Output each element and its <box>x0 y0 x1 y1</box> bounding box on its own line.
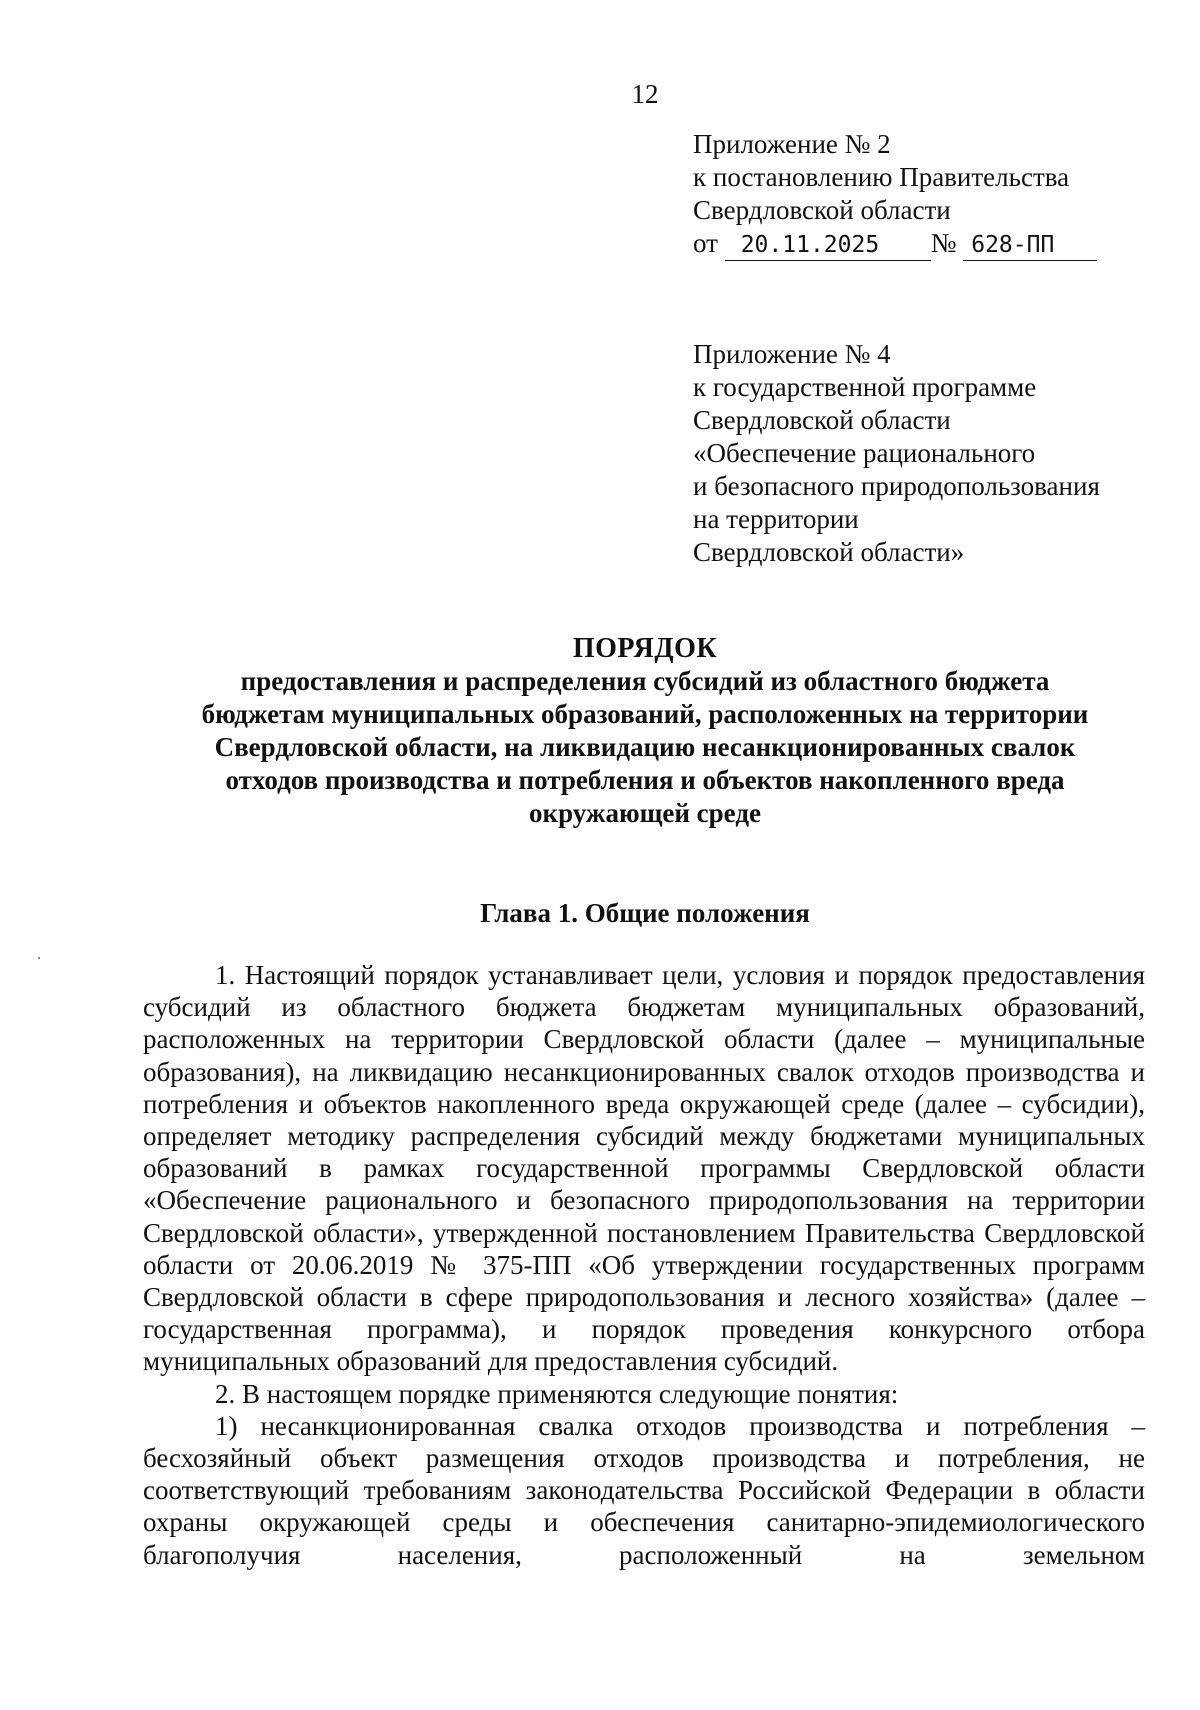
appendix-line: к постановлению Правительства <box>693 162 1070 192</box>
paragraph: 1. Настоящий порядок устанавливает цели, условия и порядок предоставления субсидий из областного бюджета бюджетам муниципальных образований, расположенных на территории Свердловской области (далее – муниципальные образования), на ликвидацию несанкционированных свалок отходов производства и потребления и объектов накопленного вреда окружающей среде (далее – субсидии), определяет методику распределения субсидий между бюджетами муниципальных образований в рамках государственной программы Свердловской области «Обеспечение рационального и безопасного природопользования на территории Свердловской области», утвержденной постановлением Правительства Свердловской области от 20.06.2019 № 375-ПП «Об утверждении государственных программ Свердловской области в сфере природопользования и лесного хозяйства» (далее – государственная программа), и порядок проведения конкурсного отбора муниципальных образований для предоставления субсидий. <box>143 960 1145 1377</box>
number-label: № <box>930 228 957 258</box>
appendix-line: Приложение № 2 <box>693 129 891 159</box>
title-line: предоставления и распределения субсидий из областного бюджета <box>240 666 1050 696</box>
paragraph: 2. В настоящем порядке применяются следующие понятия: <box>215 1378 899 1409</box>
title-line: бюджетам муниципальных образований, расположенных на территории <box>201 699 1089 729</box>
resolution-date: 20.11.2025 <box>725 230 931 261</box>
title-line: Свердловской области, на ликвидацию несанкционированных свалок <box>214 732 1076 762</box>
appendix-line: и безопасного природопользования <box>693 471 1100 501</box>
page-number: 12 <box>631 79 659 109</box>
document-title <box>140 632 1150 830</box>
appendix-line: Свердловской области <box>693 195 951 225</box>
appendix-reference-resolution <box>693 128 1097 261</box>
appendix-line: на территории <box>693 504 859 534</box>
title-line: окружающей среде <box>529 798 761 828</box>
resolution-date-number-line <box>693 227 1097 261</box>
appendix-line: «Обеспечение рационального <box>693 438 1036 468</box>
resolution-number: 628-ПП <box>963 230 1097 261</box>
body-text <box>143 959 1145 1571</box>
from-label: от <box>693 228 718 258</box>
appendix-reference-program <box>693 338 1100 569</box>
paragraph: 1) несанкционированная свалка отходов производства и потребления – бесхозяйный объект размещения отходов производства и потребления, не соответствующий требованиям законодательства Российской Федерации в области охраны окружающей среды и обеспечения санитарно-эпидемиологического благополучия населения, расположенный на земельном <box>143 1410 1145 1570</box>
scan-speck <box>38 957 40 959</box>
appendix-line: Свердловской области <box>693 405 951 435</box>
title-heading: ПОРЯДОК <box>572 633 718 664</box>
chapter-heading: Глава 1. Общие положения <box>480 898 810 928</box>
appendix-line: Свердловской области» <box>693 537 965 567</box>
appendix-line: Приложение № 4 <box>693 339 891 369</box>
title-line: отходов производства и потребления и объектов накопленного вреда <box>225 765 1065 795</box>
appendix-line: к государственной программе <box>693 372 1037 402</box>
